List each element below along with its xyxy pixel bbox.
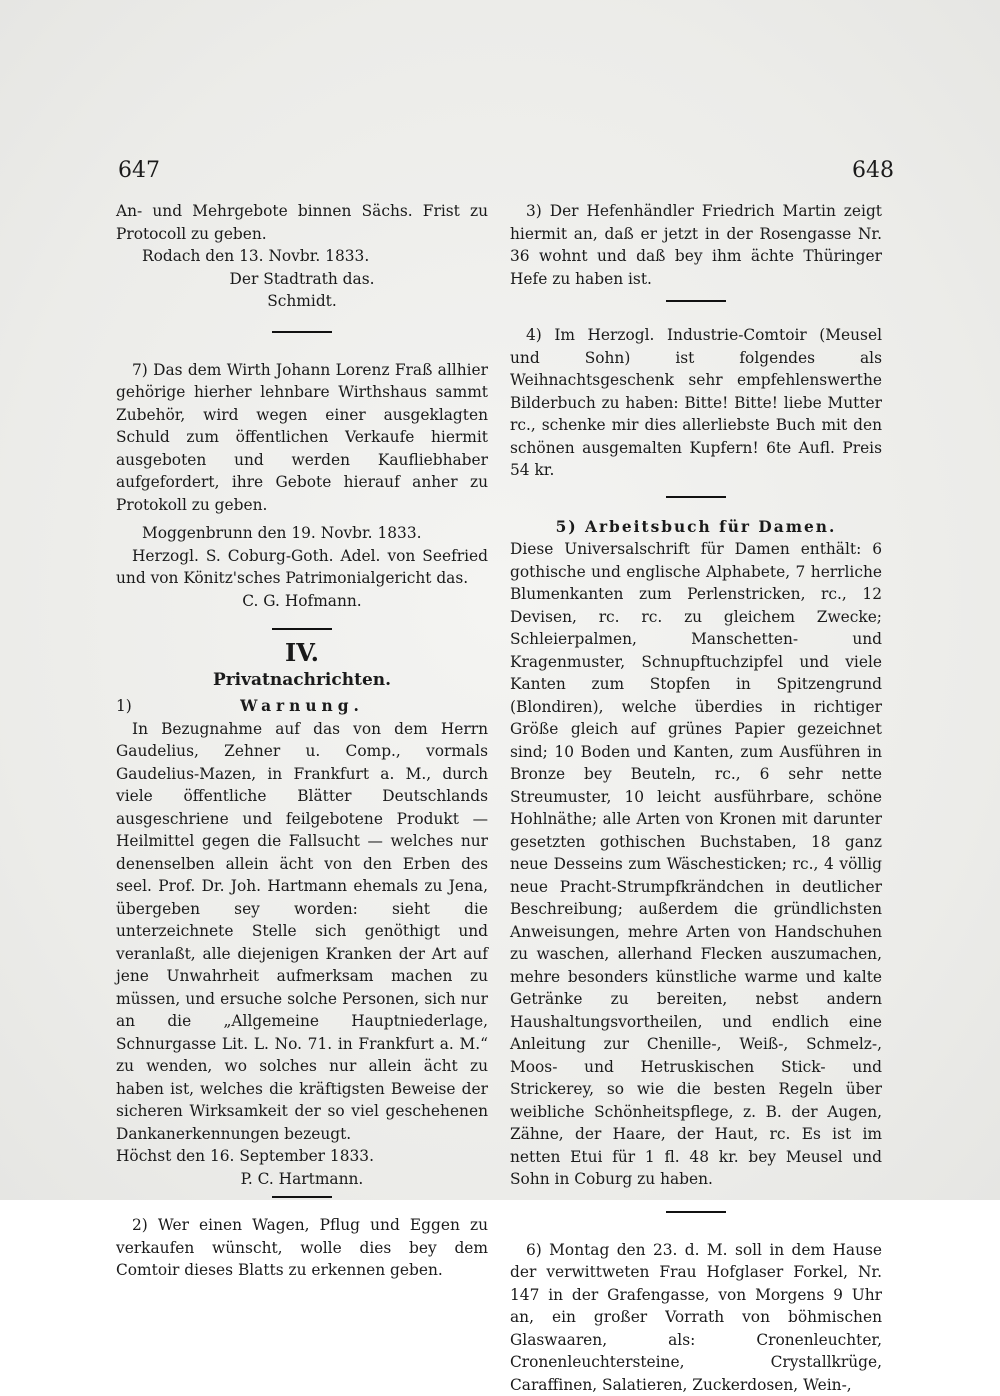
notice-3-text: 3) Der Hefenhändler Friedrich Martin zeigt hiermit an, daß er jetzt in der Rosengasse Nr. 36 wohnt und daß bey ihm ächte Thüringer Hefe zu haben ist. [510,200,882,290]
notice-issuer: Der Stadtrath das. [116,268,488,291]
section-title: Privatnachrichten. [116,669,488,692]
warning-date: Höchst den 16. September 1833. [116,1145,488,1168]
left-column [116,200,488,1282]
notice-7-text: 7) Das dem Wirth Johann Lorenz Fraß allhier gehörige hierher lehnbare Wirthshaus sammt Zubehör, wird wegen einer ausgeklagten Schuld zum öffentlichen Verkaufe hiermit ausgeboten und werden Kaufliebhaber aufgefordert, ihre Gebote hierauf anher zu Protokoll zu geben. [116,359,488,517]
page-number-left: 647 [118,158,160,183]
right-column [510,200,882,1396]
notice-continuation: An- und Mehrgebote binnen Sächs. Frist zu Protocoll zu geben. [116,200,488,245]
warning-text: In Bezugnahme auf das von dem Herrn Gaudelius, Zehner u. Comp., vormals Gaudelius-Mazen, in Frankfurt a. M., durch viele öffentliche Blätter Deutschlands ausgeschriene und feilgebotene Produkt — Heilmittel gegen die Fallsucht — welches nur denenselben allein ächt von den Erben des seel. Prof. Dr. Joh. Hartmann ehemals zu Jena, übergeben sey worden: sieht die unterzeichnete Stelle sich genöthigt und veranlaßt, alle diejenigen Kranken der Art auf jene Unwahrheit aufmerksam machen zu müssen, und ersuche solche Personen, sich nur an die „Allgemeine Hauptniederlage, Schnurgasse Lit. L. No. 71. in Frankfurt a. M.“ zu wenden, wo solches nur allein ächt zu haben ist, welches die kräftigsten Beweise der sicheren Wirksamkeit der so viel geschehenen Dankanerkennungen bezeugt. [116,718,488,1146]
notice-5-text: Diese Universalschrift für Damen enthält: 6 gothische und englische Alphabete, 7 herrliche Blumenkanten zum Perlenstricken, rc., 12 Devisen, rc. rc. zu gleichem Zwecke; Schleierpalmen, Manschetten- und Kragenmuster, Schnupftuchzipfel und viele Kanten zum Stopfen in Spitzengrund (Blondiren), welche überdies in richtiger Größe gleich auf grünes Papier gezeichnet sind; 10 Boden und Kanten, zum Ausführen in Bronze bey Beuteln, rc., 6 sehr nette Streumuster, 10 leicht ausführbare, schöne Hohlnäthe; alle Arten von Kronen mit darunter gesetzten gothischen Buchstaben, 18 ganz neue Desseins zum Wäschesticken; rc., 4 völlig neue Pracht-Strumpfkrändchen in deutlicher Beschreibung; außerdem die gründlichsten Anweisungen, mehre Arten von Handschuhen zu waschen, allerhand Flecken auszumachen, mehre besonders künstliche warme und kalte Getränke zu bereiten, nebst andern Haushaltungsvortheilen, und endlich eine Anleitung zur Chenille-, Weiß-, Schmelz-, Moos- und Hetruskischen Stick- und Strickerey, so wie die besten Regeln über weibliche Schönheitspflege, z. B. der Augen, Zähne, der Haare, der Haut, rc. Es ist im netten Etui für 1 fl. 48 kr. bey Meusel und Sohn in Coburg zu haben. [510,538,882,1191]
warning-title: Warnung. [176,695,488,718]
warning-number: 1) [116,695,176,718]
notice-4-text: 4) Im Herzogl. Industrie-Comtoir (Meusel und Sohn) ist folgendes als Weihnachtsgeschenk sehr empfehlenswerthe Bilderbuch zu haben: Bitte! Bitte! liebe Mutter rc., schenke mir dies allerliebste Buch mit den schönen ausgemalten Kupfern! 6te Aufl. Preis 54 kr. [510,324,882,482]
notice-date: Rodach den 13. Novbr. 1833. [116,245,488,268]
notice-7-court: Herzogl. S. Coburg-Goth. Adel. von Seefried und von Könitz'sches Patrimonialgericht das. [116,545,488,590]
notice-signature: Schmidt. [116,290,488,313]
notice-5-title: 5) Arbeitsbuch für Damen. [510,516,882,539]
notice-6-text: 6) Montag den 23. d. M. soll in dem Hause der verwittweten Frau Hofglaser Forkel, Nr. 147 in der Grafengasse, von Morgens 9 Uhr an, ein großer Vorrath von böhmischen Glaswaaren, als: Cronenleuchter, Cronenleuchtersteine, Crystallkrüge, Caraffinen, Salatieren, Zuckerdosen, Wein-, [510,1239,882,1396]
warning-signature: P. C. Hartmann. [116,1168,488,1191]
notice-2-text: 2) Wer einen Wagen, Pflug und Eggen zu verkaufen wünscht, wolle dies bey dem Comtoir dieses Blatts zu erkennen geben. [116,1214,488,1282]
notice-7-signature: C. G. Hofmann. [116,590,488,613]
page-number-right: 648 [852,158,894,183]
notice-7-date: Moggenbrunn den 19. Novbr. 1833. [116,522,488,545]
section-numeral: IV. [116,642,488,665]
warning-heading [116,695,488,718]
